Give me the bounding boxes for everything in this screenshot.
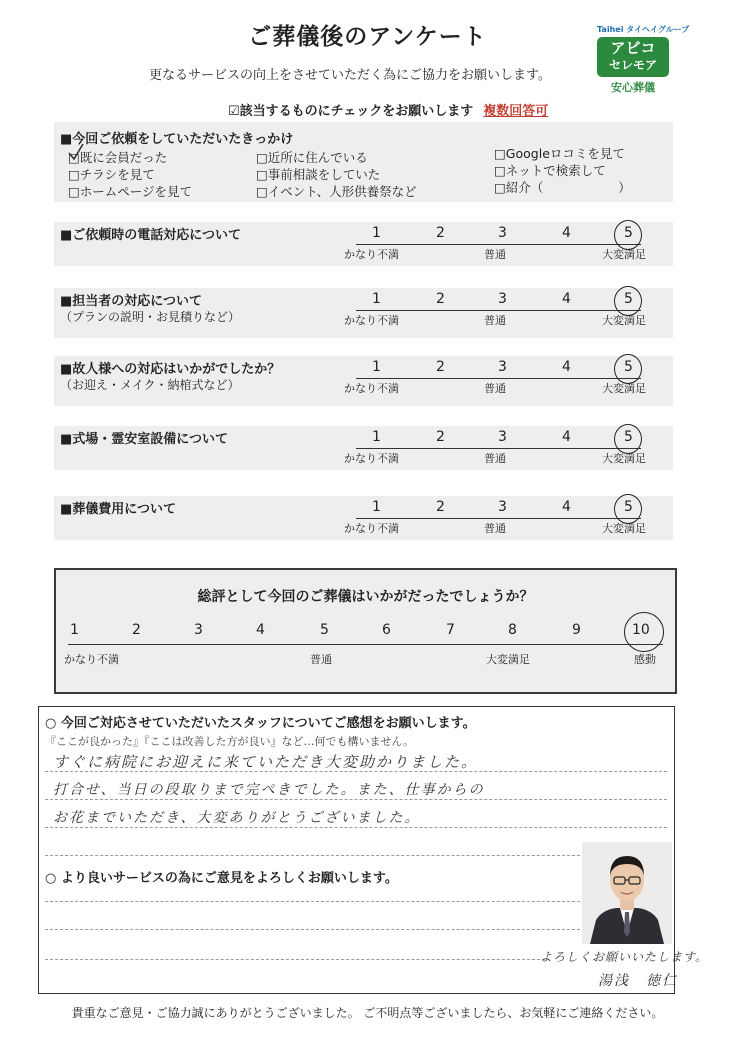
rating-high-label: 大変満足 [602,248,646,261]
rating-title: ■故人様への対応はいかがでしたか？ [60,362,281,377]
rating-title: ■式場・霊安室設備について [60,432,229,447]
logo-mark [597,37,669,77]
rating-option-4[interactable]: 4 [562,291,571,307]
rating-mid-label: 普通 [484,248,506,261]
rating-section [54,222,673,266]
rating-option-5[interactable]: 5 [624,499,633,515]
handwritten-comment: お花までいただき、大変ありがとうございました。 [53,810,421,826]
rating-option-1[interactable]: 1 [372,359,381,375]
page-subtitle: 更なるサービスの向上をさせていただく為にご協力をお願いします。 [149,68,551,83]
overall-option-8[interactable]: 8 [508,622,517,638]
rating-option-1[interactable]: 1 [372,429,381,445]
rating-option-5[interactable]: 5 [624,359,633,375]
opinion-title: ○ より良いサービスの為にご意見をよろしくお願いします。 [45,871,398,886]
q1-option[interactable]: □ネットで検索して [494,163,606,178]
rating-scale-line [356,310,641,311]
handwritten-comment: すぐに病院にお迎えに来ていただき大変助かりました。 [53,753,479,771]
overall-title: 総評として今回のご葬儀はいかがだったでしょうか？ [197,589,534,605]
footer-note: 貴重なご意見・ご協力誠にありがとうございました。 ご不明点等ございましたら、お気軽にご連絡ください。 [71,1006,664,1020]
overall-option-7[interactable]: 7 [446,622,455,638]
page-title: ご葬儀後のアンケート [248,24,487,50]
rating-option-5[interactable]: 5 [624,225,633,241]
rating-scale-line [356,244,641,245]
overall-option-2[interactable]: 2 [132,622,141,638]
overall-option-10[interactable]: 10 [632,622,650,638]
rating-option-2[interactable]: 2 [436,359,445,375]
rating-mid-label: 普通 [484,382,506,395]
q1-option[interactable]: □イベント、人形供養祭など [256,184,417,199]
rating-option-3[interactable]: 3 [498,225,507,241]
rating-option-2[interactable]: 2 [436,499,445,515]
logo-tagline: 安心葬儀 [611,81,655,94]
rating-low-label: かなり不満 [344,248,399,261]
rating-subtitle: （プランの説明・お見積りなど） [60,310,241,324]
rating-option-5[interactable]: 5 [624,291,633,307]
group-name: Taihei タイヘイグループ [597,25,690,34]
rating-scale-line [356,448,641,449]
handwritten-comment: 打合せ、当日の段取りまで完ぺきでした。また、仕事からの [53,782,485,798]
rating-title: ■担当者の対応について [60,294,203,309]
selected-overall-circle [624,612,664,652]
rating-title: ■ご依頼時の電話対応について [60,228,242,243]
rating-option-3[interactable]: 3 [498,429,507,445]
writing-line [45,799,667,800]
rating-option-2[interactable]: 2 [436,225,445,241]
selected-rating-circle [614,220,642,250]
rating-section [54,426,673,470]
overall-low-label: かなり不満 [64,653,119,666]
rating-section [54,288,673,338]
rating-option-4[interactable]: 4 [562,225,571,241]
rating-scale-line [356,518,641,519]
rating-low-label: かなり不満 [344,452,399,465]
multi-answer-note: 複数回答可 [483,104,549,119]
selected-rating-circle [614,424,642,454]
overall-option-6[interactable]: 6 [382,622,391,638]
q1-title: ■今回ご依頼をしていただいたきっかけ [60,132,294,147]
rating-low-label: かなり不満 [344,382,399,395]
writing-line [45,901,585,902]
rating-option-4[interactable]: 4 [562,359,571,375]
overall-option-5[interactable]: 5 [320,622,329,638]
overall-mid-label: 普通 [310,653,332,666]
signoff-message: よろしくお願いいたします。 [540,950,709,964]
rating-scale-line [356,378,641,379]
q1-option[interactable]: □Googleロコミを見て [494,146,625,161]
logo-line-2: セレモア [608,58,657,72]
overall-high-label: 大変満足 [486,653,530,666]
overall-top-label: 感動 [634,653,656,666]
rating-high-label: 大変満足 [602,452,646,465]
overall-option-1[interactable]: 1 [70,622,79,638]
overall-option-4[interactable]: 4 [256,622,265,638]
logo-line-1: アビコ [610,39,656,57]
rating-high-label: 大変満足 [602,382,646,395]
staff-title: ○ 今回ご対応させていただいたスタッフについてご感想をお願いします。 [45,716,476,731]
rating-mid-label: 普通 [484,314,506,327]
check-icon: ☑ [228,104,240,119]
rating-option-1[interactable]: 1 [372,499,381,515]
instruction-text: 該当するものにチェックをお願いします [239,104,474,119]
rating-title: ■葬儀費用について [60,502,177,517]
q1-section [54,122,673,202]
selected-rating-circle [614,354,642,384]
rating-option-4[interactable]: 4 [562,499,571,515]
rating-section [54,496,673,540]
q1-option[interactable]: □既に会員だった [68,150,168,165]
company-logo [597,24,690,95]
overall-option-3[interactable]: 3 [194,622,203,638]
staff-portrait-icon [582,842,672,944]
selected-rating-circle [614,286,642,316]
rating-mid-label: 普通 [484,452,506,465]
rating-option-2[interactable]: 2 [436,429,445,445]
rating-mid-label: 普通 [484,522,506,535]
checkmark-icon [67,142,85,162]
writing-line [45,929,585,930]
q1-option[interactable]: □近所に住んでいる [256,150,368,165]
rating-option-1[interactable]: 1 [372,291,381,307]
rating-high-label: 大変満足 [602,522,646,535]
instruction [228,100,548,119]
staff-photo [582,842,672,944]
rating-option-2[interactable]: 2 [436,291,445,307]
rating-option-1[interactable]: 1 [372,225,381,241]
writing-line [45,959,545,960]
rating-option-3[interactable]: 3 [498,359,507,375]
q1-option[interactable]: □ホームページを見て [68,184,193,199]
writing-line [45,855,585,856]
rating-subtitle: （お迎え・メイク・納棺式など） [60,378,240,392]
staff-name: 湯浅 徳仁 [598,973,678,989]
overall-scale-line [68,644,663,645]
staff-hint: 『ここが良かった』『ここは改善した方が良い』など…何でも構いません。 [45,735,415,748]
overall-section [54,568,677,694]
rating-high-label: 大変満足 [602,314,646,327]
rating-option-4[interactable]: 4 [562,429,571,445]
rating-option-3[interactable]: 3 [498,291,507,307]
rating-option-3[interactable]: 3 [498,499,507,515]
writing-line [45,827,667,828]
overall-option-9[interactable]: 9 [572,622,581,638]
rating-section [54,356,673,406]
rating-option-5[interactable]: 5 [624,429,633,445]
rating-low-label: かなり不満 [344,522,399,535]
q1-option[interactable]: □事前相談をしていた [256,167,381,182]
selected-rating-circle [614,494,642,524]
rating-low-label: かなり不満 [344,314,399,327]
q1-option[interactable]: □チラシを見て [68,167,155,182]
q1-option[interactable]: □紹介（ ） [494,180,631,195]
